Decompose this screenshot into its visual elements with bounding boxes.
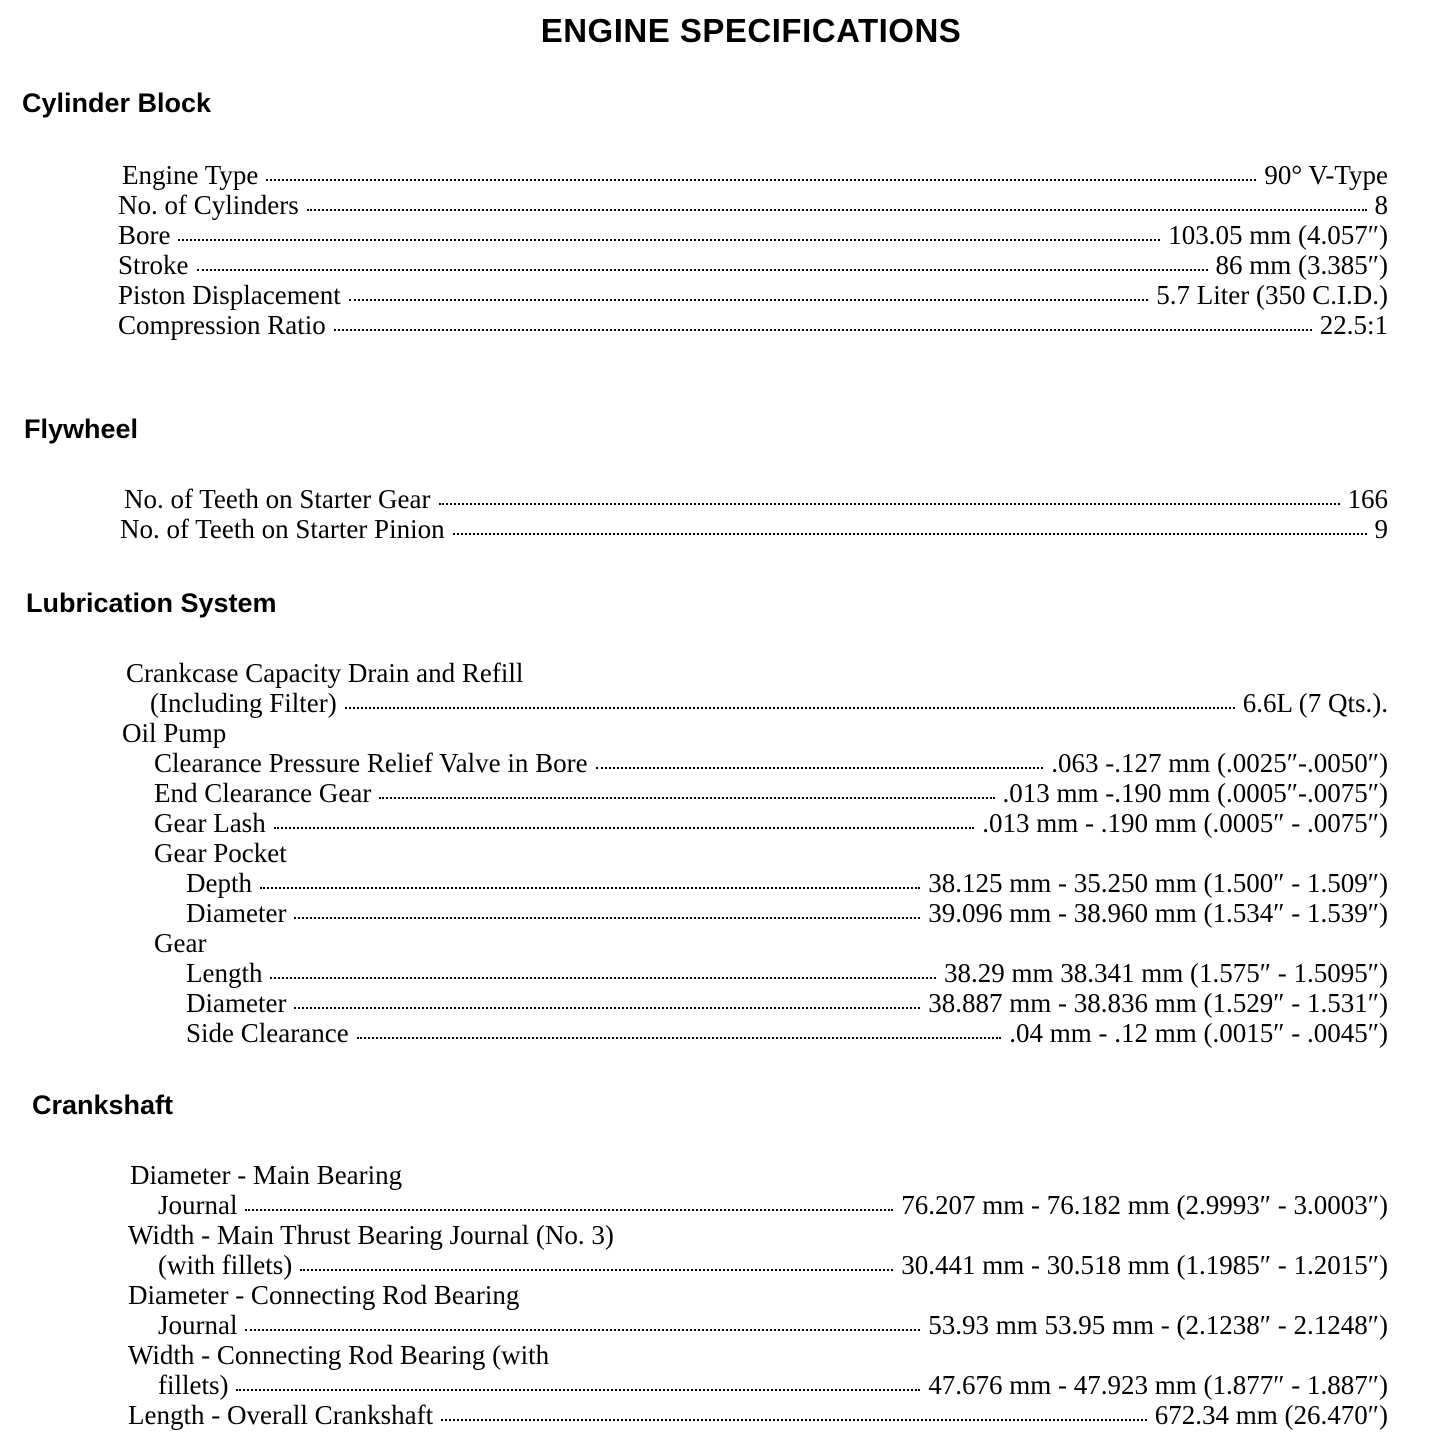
- spec-value: 38.125 mm - 35.250 mm (1.500″ - 1.509″): [928, 868, 1388, 898]
- spec-value: 76.207 mm - 76.182 mm (2.9993″ - 3.0003″): [901, 1190, 1388, 1220]
- spec-row-gear-pocket-diameter: [186, 898, 1388, 928]
- spec-label: Journal: [158, 1190, 238, 1220]
- spec-label: Journal: [158, 1310, 238, 1340]
- spec-value: 6.6L (7 Qts.).: [1242, 688, 1388, 718]
- spec-label: Engine Type: [122, 160, 259, 190]
- spec-row-gear-lash: [154, 808, 1388, 838]
- dot-leader: [349, 299, 1149, 301]
- dot-leader: [245, 1329, 920, 1331]
- section-heading-flywheel: Flywheel: [24, 414, 139, 444]
- spec-group-label-gear: Gear: [154, 928, 207, 958]
- spec-row-overall-length: [128, 1400, 1388, 1430]
- spec-row-starter-gear-teeth: [124, 484, 1388, 514]
- spec-row-starter-pinion-teeth: [120, 514, 1388, 544]
- spec-group-label-oil-pump: Oil Pump: [122, 718, 227, 748]
- spec-row-relief-valve-clearance: [154, 748, 1388, 778]
- dot-leader: [334, 329, 1312, 331]
- spec-row-end-clearance-gear: [154, 778, 1388, 808]
- spec-label: Diameter: [186, 898, 287, 928]
- spec-label: Length - Overall Crankshaft: [128, 1400, 434, 1430]
- spec-row-thrust-bearing-fillets: [158, 1250, 1388, 1280]
- spec-value: .013 mm -.190 mm (.0005″-.0075″): [1002, 778, 1388, 808]
- dot-leader: [441, 1419, 1147, 1421]
- spec-row-crankcase-capacity: [150, 688, 1388, 718]
- spec-value: 166: [1347, 484, 1388, 514]
- spec-label: Gear Lash: [154, 808, 266, 838]
- dot-leader: [270, 977, 936, 979]
- dot-leader: [307, 209, 1367, 211]
- dot-leader: [357, 1037, 1002, 1039]
- spec-label: No. of Cylinders: [118, 190, 299, 220]
- spec-row-stroke: [118, 250, 1388, 280]
- spec-row-compression-ratio: [118, 310, 1388, 340]
- spec-value: 672.34 mm (26.470″): [1154, 1400, 1388, 1430]
- spec-group-label-rod-diameter: Diameter - Connecting Rod Bearing: [128, 1280, 520, 1310]
- dot-leader: [294, 1007, 920, 1009]
- dot-leader: [294, 917, 920, 919]
- spec-row-gear-pocket-depth: [186, 868, 1388, 898]
- spec-group-label-main-bearing: Diameter - Main Bearing: [130, 1160, 403, 1190]
- spec-value: 9: [1374, 514, 1388, 544]
- dot-leader: [300, 1269, 893, 1271]
- spec-row-rod-fillets: [158, 1370, 1388, 1400]
- spec-label: End Clearance Gear: [154, 778, 372, 808]
- spec-label: Diameter: [186, 988, 287, 1018]
- spec-group-label-thrust-bearing: Width - Main Thrust Bearing Journal (No. 3): [128, 1220, 614, 1250]
- spec-value: .063 -.127 mm (.0025″-.0050″): [1051, 748, 1388, 778]
- spec-label: Clearance Pressure Relief Valve in Bore: [154, 748, 588, 778]
- spec-value: 5.7 Liter (350 C.I.D.): [1156, 280, 1388, 310]
- section-heading-lubrication-system: Lubrication System: [26, 588, 277, 618]
- spec-row-cylinders: [118, 190, 1388, 220]
- spec-label: Side Clearance: [186, 1018, 349, 1048]
- spec-label: No. of Teeth on Starter Pinion: [120, 514, 445, 544]
- spec-value: 38.887 mm - 38.836 mm (1.529″ - 1.531″): [928, 988, 1388, 1018]
- spec-label: No. of Teeth on Starter Gear: [124, 484, 431, 514]
- dot-leader: [453, 533, 1367, 535]
- spec-value: 86 mm (3.385″): [1215, 250, 1388, 280]
- spec-row-gear-side-clearance: [186, 1018, 1388, 1048]
- spec-label: Piston Displacement: [118, 280, 341, 310]
- spec-label: Depth: [186, 868, 252, 898]
- spec-value: .013 mm - .190 mm (.0005″ - .0075″): [982, 808, 1388, 838]
- spec-label: Bore: [118, 220, 171, 250]
- spec-value: 39.096 mm - 38.960 mm (1.534″ - 1.539″): [928, 898, 1388, 928]
- spec-label: (with fillets): [158, 1250, 293, 1280]
- dot-leader: [439, 503, 1340, 505]
- spec-value: 47.676 mm - 47.923 mm (1.877″ - 1.887″): [928, 1370, 1388, 1400]
- spec-row-gear-length: [186, 958, 1388, 988]
- spec-label: Compression Ratio: [118, 310, 326, 340]
- section-heading-crankshaft: Crankshaft: [32, 1090, 174, 1120]
- spec-row-bore: [118, 220, 1388, 250]
- spec-label: fillets): [158, 1370, 229, 1400]
- spec-group-label-crankcase: Crankcase Capacity Drain and Refill: [126, 658, 524, 688]
- dot-leader: [274, 827, 975, 829]
- spec-row-engine-type: [122, 160, 1388, 190]
- spec-value: 8: [1374, 190, 1388, 220]
- page-title: ENGINE SPECIFICATIONS: [540, 12, 962, 49]
- spec-label: (Including Filter): [150, 688, 337, 718]
- spec-row-gear-diameter: [186, 988, 1388, 1018]
- dot-leader: [178, 239, 1160, 241]
- spec-value: 53.93 mm 53.95 mm - (2.1238″ - 2.1248″): [928, 1310, 1388, 1340]
- dot-leader: [236, 1389, 920, 1391]
- spec-value: 103.05 mm (4.057″): [1168, 220, 1388, 250]
- spec-value: 90° V-Type: [1264, 160, 1388, 190]
- dot-leader: [345, 707, 1235, 709]
- spec-row-rod-journal: [158, 1310, 1388, 1340]
- spec-row-piston-displacement: [118, 280, 1388, 310]
- spec-value: 30.441 mm - 30.518 mm (1.1985″ - 1.2015″): [901, 1250, 1388, 1280]
- dot-leader: [197, 269, 1208, 271]
- spec-value: 22.5:1: [1319, 310, 1388, 340]
- dot-leader: [596, 767, 1044, 769]
- spec-label: Length: [186, 958, 263, 988]
- dot-leader: [245, 1209, 893, 1211]
- dot-leader: [260, 887, 920, 889]
- section-heading-cylinder-block: Cylinder Block: [22, 88, 212, 118]
- dot-leader: [266, 179, 1256, 181]
- spec-value: 38.29 mm 38.341 mm (1.575″ - 1.5095″): [944, 958, 1388, 988]
- spec-label: Stroke: [118, 250, 189, 280]
- dot-leader: [379, 797, 994, 799]
- spec-row-main-bearing-journal: [158, 1190, 1388, 1220]
- spec-group-label-rod-width: Width - Connecting Rod Bearing (with: [128, 1340, 550, 1370]
- spec-value: .04 mm - .12 mm (.0015″ - .0045″): [1009, 1018, 1388, 1048]
- spec-group-label-gear-pocket: Gear Pocket: [154, 838, 287, 868]
